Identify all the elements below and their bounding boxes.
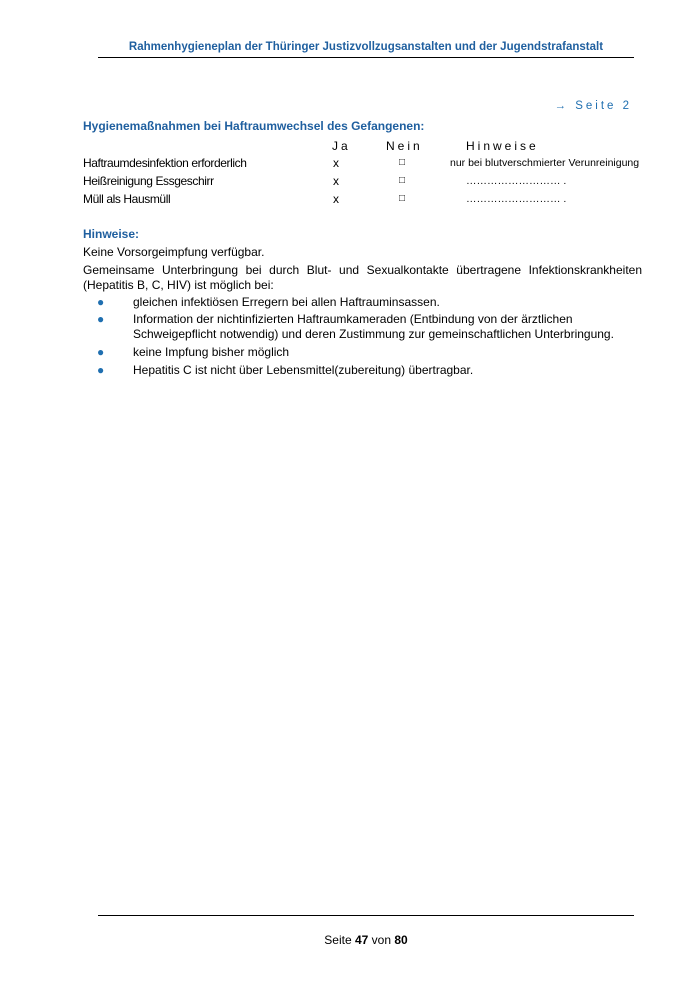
column-header-nein: Nein	[386, 139, 423, 153]
row-note: nur bei blutverschmierter Verunreinigung	[450, 157, 640, 169]
column-header-hinweise: Hinweise	[466, 139, 539, 153]
column-header-ja: Ja	[332, 139, 351, 153]
hinweise-text: Keine Vorsorgeimpfung verfügbar.	[83, 245, 265, 259]
nein-checkbox: □	[399, 157, 406, 168]
page-header-title: Rahmenhygieneplan der Thüringer Justizvollzugsanstalten und der Jugendstrafanstalt	[128, 41, 604, 53]
list-item-text: Information der nichtinfizierten Haftraumkameraden (Entbindung von der ärztlichen Schweigepflicht notwendig) und deren Zustimmung zur gemeinschaftlichen Unterbringung.	[133, 312, 614, 341]
page-footer	[98, 933, 634, 947]
footer-page-number: 47	[354, 933, 369, 947]
row-note: ……………………… .	[466, 175, 567, 187]
row-label: Haftraumdesinfektion erforderlich	[83, 156, 247, 170]
header-divider	[98, 57, 634, 58]
bullet-icon: ●	[97, 312, 105, 326]
bullet-icon: ●	[97, 295, 105, 309]
footer-middle: von	[371, 933, 392, 947]
ja-mark: x	[333, 174, 339, 188]
footer-page-total: 80	[394, 933, 408, 947]
list-item-text: gleichen infektiösen Erregern bei allen Haftrauminsassen.	[133, 295, 440, 309]
table-row	[0, 156, 700, 172]
hinweise-text: Gemeinsame Unterbringung bei durch Blut- und Sexualkontakte übertragene Infektionskrankheiten (Hepatitis B, C, HIV) ist möglich bei:	[83, 263, 642, 292]
table-row	[0, 192, 700, 208]
nein-checkbox: □	[399, 193, 406, 204]
hinweise-title: Hinweise:	[83, 227, 140, 241]
footer-prefix: Seite	[324, 933, 352, 947]
row-label: Heißreinigung Essgeschirr	[83, 174, 214, 188]
table-row	[0, 174, 700, 190]
row-label: Müll als Hausmüll	[83, 192, 171, 206]
row-note: ……………………… .	[466, 193, 567, 205]
page-reference: → Seite 2	[554, 100, 632, 112]
nein-checkbox: □	[399, 175, 406, 186]
bullet-icon: ●	[97, 363, 105, 377]
bullet-icon: ●	[97, 345, 105, 359]
ja-mark: x	[333, 192, 339, 206]
list-item-text: Hepatitis C ist nicht über Lebensmittel(zubereitung) übertragbar.	[133, 363, 474, 377]
list-item-text: keine Impfung bisher möglich	[133, 345, 290, 359]
section-title: Hygienemaßnahmen bei Haftraumwechsel des Gefangenen:	[83, 119, 425, 133]
ja-mark: x	[333, 156, 339, 170]
footer-divider	[98, 915, 634, 916]
